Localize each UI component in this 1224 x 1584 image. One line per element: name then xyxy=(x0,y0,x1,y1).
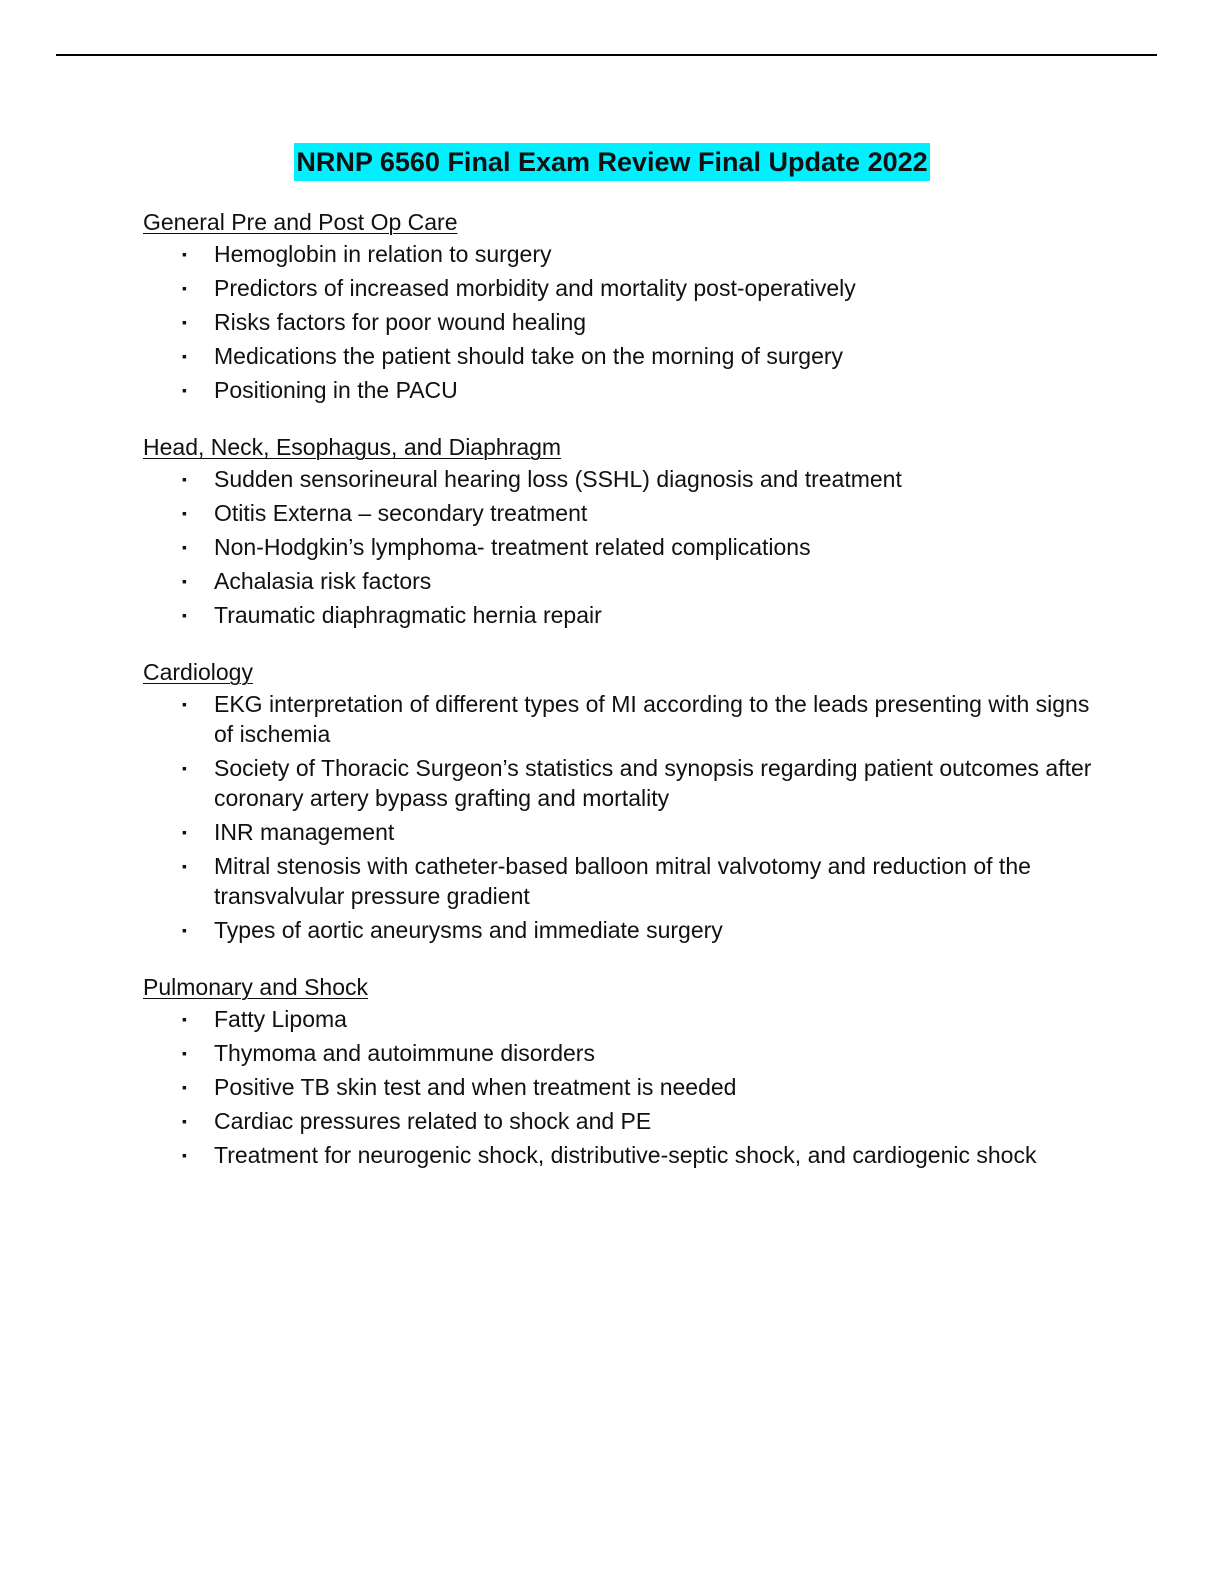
list-item-text: Types of aortic aneurysms and immediate surgery xyxy=(214,917,723,943)
list-item xyxy=(143,307,1103,337)
list-item-text: Achalasia risk factors xyxy=(214,568,432,594)
bullet-icon: ▪ xyxy=(182,314,187,330)
bullet-icon: ▪ xyxy=(182,539,187,555)
list-item-text: Thymoma and autoimmune disorders xyxy=(214,1040,595,1066)
bullet-icon: ▪ xyxy=(182,824,187,840)
list-item xyxy=(143,1072,1103,1102)
list-item xyxy=(143,341,1103,371)
list-item-text: Mitral stenosis with catheter-based balloon mitral valvotomy and reduction of the transvalvular pressure gradient xyxy=(214,853,1031,909)
header-rule xyxy=(56,54,1157,56)
list-item xyxy=(143,600,1103,630)
list-item xyxy=(143,273,1103,303)
list-item xyxy=(143,566,1103,596)
list-item-text: Treatment for neurogenic shock, distributive-septic shock, and cardiogenic shock xyxy=(214,1142,1037,1168)
bullet-icon: ▪ xyxy=(182,505,187,521)
bullet-icon: ▪ xyxy=(182,760,187,776)
section-heading: Pulmonary and Shock xyxy=(143,974,369,1000)
list-item xyxy=(143,851,1103,911)
section-heading: Head, Neck, Esophagus, and Diaphragm xyxy=(143,434,562,460)
list-item xyxy=(143,464,1103,494)
list-item-text: Cardiac pressures related to shock and PE xyxy=(214,1108,652,1134)
title-container xyxy=(0,143,1224,181)
bullet-icon: ▪ xyxy=(182,922,187,938)
list-item-text: Hemoglobin in relation to surgery xyxy=(214,241,552,267)
bullet-icon: ▪ xyxy=(182,348,187,364)
list-item xyxy=(143,817,1103,847)
list-item xyxy=(143,239,1103,269)
bullet-icon: ▪ xyxy=(182,696,187,712)
list-item xyxy=(143,532,1103,562)
bullet-icon: ▪ xyxy=(182,858,187,874)
bullet-icon: ▪ xyxy=(182,280,187,296)
bullet-icon: ▪ xyxy=(182,1079,187,1095)
list-item-text: Predictors of increased morbidity and mortality post-operatively xyxy=(214,275,856,301)
list-item-text: Traumatic diaphragmatic hernia repair xyxy=(214,602,602,628)
list-item-text: Sudden sensorineural hearing loss (SSHL) diagnosis and treatment xyxy=(214,466,902,492)
list-item-text: EKG interpretation of different types of MI according to the leads presenting with signs of ischemia xyxy=(214,691,1090,747)
section-list xyxy=(143,239,1103,405)
section-cardiology xyxy=(143,655,1103,945)
section-heading: Cardiology xyxy=(143,659,253,685)
section-list xyxy=(143,1004,1103,1170)
list-item-text: Otitis Externa – secondary treatment xyxy=(214,500,588,526)
bullet-icon: ▪ xyxy=(182,1011,187,1027)
section-heading: General Pre and Post Op Care xyxy=(143,209,458,235)
list-item xyxy=(143,498,1103,528)
list-item xyxy=(143,915,1103,945)
list-item-text: INR management xyxy=(214,819,395,845)
list-item xyxy=(143,1106,1103,1136)
list-item xyxy=(143,375,1103,405)
list-item-text: Fatty Lipoma xyxy=(214,1006,347,1032)
list-item-text: Society of Thoracic Surgeon’s statistics and synopsis regarding patient outcomes after coronary artery bypass grafting and mortality xyxy=(214,755,1092,811)
bullet-icon: ▪ xyxy=(182,1045,187,1061)
document-body xyxy=(143,205,1103,1195)
section-list xyxy=(143,689,1103,945)
list-item-text: Medications the patient should take on the morning of surgery xyxy=(214,343,844,369)
bullet-icon: ▪ xyxy=(182,573,187,589)
list-item xyxy=(143,1038,1103,1068)
bullet-icon: ▪ xyxy=(182,471,187,487)
section-general-pre-post-op xyxy=(143,205,1103,405)
bullet-icon: ▪ xyxy=(182,1113,187,1129)
list-item xyxy=(143,689,1103,749)
bullet-icon: ▪ xyxy=(182,607,187,623)
bullet-icon: ▪ xyxy=(182,1147,187,1163)
section-head-neck xyxy=(143,430,1103,630)
list-item-text: Positioning in the PACU xyxy=(214,377,458,403)
document-title: NRNP 6560 Final Exam Review Final Update 2022 xyxy=(294,143,929,181)
list-item xyxy=(143,1140,1103,1170)
list-item-text: Positive TB skin test and when treatment is needed xyxy=(214,1074,737,1100)
list-item xyxy=(143,1004,1103,1034)
bullet-icon: ▪ xyxy=(182,382,187,398)
section-list xyxy=(143,464,1103,630)
bullet-icon: ▪ xyxy=(182,246,187,262)
list-item-text: Risks factors for poor wound healing xyxy=(214,309,587,335)
section-pulmonary-shock xyxy=(143,970,1103,1170)
list-item xyxy=(143,753,1103,813)
list-item-text: Non-Hodgkin’s lymphoma- treatment related complications xyxy=(214,534,811,560)
